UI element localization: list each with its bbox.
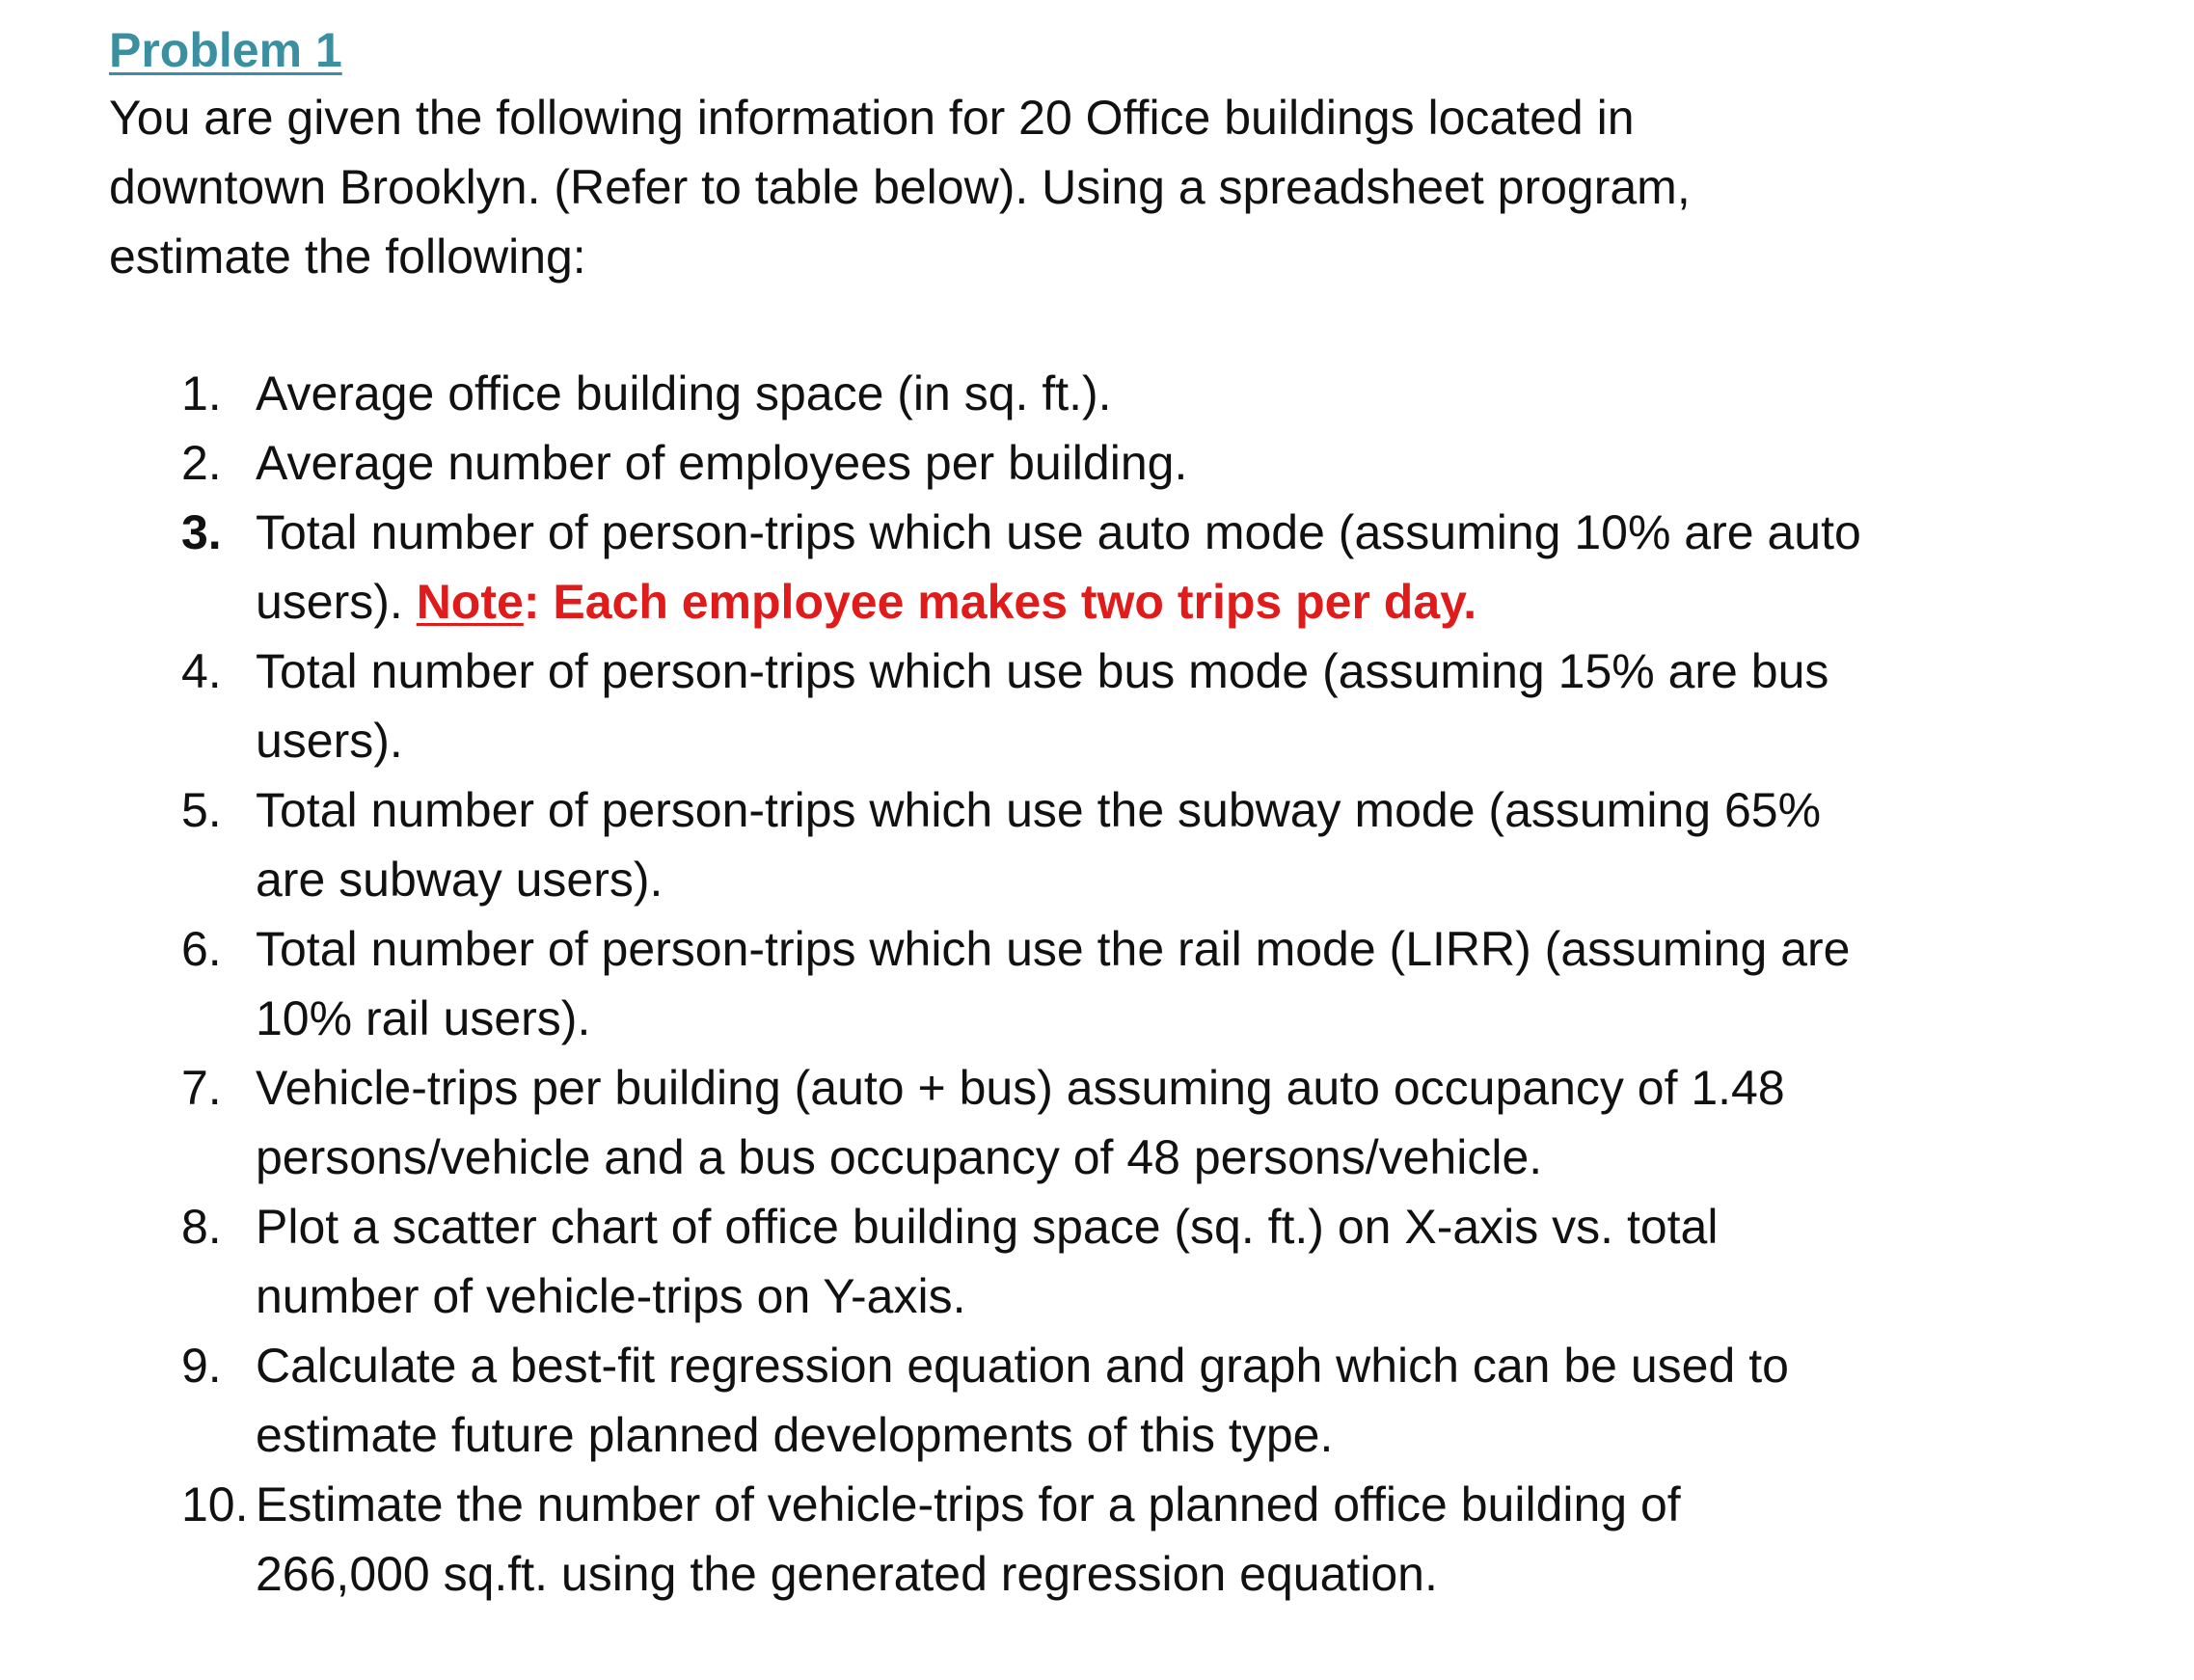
item-line: Total number of person-trips which use the subway mode (assuming 65%	[256, 783, 1822, 837]
item-line: Vehicle-trips per building (auto + bus) assuming auto occupancy of 1.48	[256, 1061, 1785, 1115]
item-line: Estimate the number of vehicle-trips for a planned office building of	[256, 1477, 1681, 1531]
item-text	[256, 637, 2096, 775]
note-label: Note	[416, 575, 524, 629]
problem-heading: Problem 1	[109, 23, 342, 77]
intro-line: downtown Brooklyn. (Refer to table below). Using a spreadsheet program,	[109, 160, 1691, 214]
item-text	[256, 1470, 2096, 1609]
list-item	[109, 359, 2096, 428]
item-text	[256, 498, 2096, 637]
item-text	[256, 1192, 2096, 1331]
item-number: 1.	[181, 366, 222, 420]
intro-line: estimate the following:	[109, 230, 586, 284]
list-item	[109, 775, 2096, 914]
item-line: Plot a scatter chart of office building space (sq. ft.) on X-axis vs. total	[256, 1200, 1719, 1254]
item-line: Calculate a best-fit regression equation and graph which can be used to	[256, 1339, 1789, 1393]
item-number: 8.	[181, 1200, 222, 1254]
item-line: Total number of person-trips which use bus mode (assuming 15% are bus	[256, 644, 1829, 698]
list-item	[109, 428, 2096, 498]
item-line: number of vehicle-trips on Y-axis.	[256, 1269, 966, 1323]
list-item	[109, 914, 2096, 1053]
item-line: Average office building space (in sq. ft.).	[256, 366, 1112, 420]
list-item	[109, 637, 2096, 775]
item-line: 10% rail users).	[256, 991, 591, 1045]
list-item	[109, 498, 2096, 637]
item-number: 5.	[181, 783, 222, 837]
note-text: : Each employee makes two trips per day.	[523, 575, 1477, 629]
item-number: 9.	[181, 1339, 222, 1393]
intro-line: You are given the following information for 20 Office buildings located in	[109, 91, 1635, 145]
item-text	[256, 428, 2096, 498]
list-item	[109, 1331, 2096, 1470]
item-line: Total number of person-trips which use the rail mode (LIRR) (assuming are	[256, 922, 1851, 976]
item-line: Total number of person-trips which use auto mode (assuming 10% are auto	[256, 505, 1861, 559]
item-line-start: users).	[256, 575, 417, 629]
item-text	[256, 1331, 2096, 1470]
item-text	[256, 359, 2096, 428]
item-line: 266,000 sq.ft. using the generated regression equation.	[256, 1547, 1438, 1601]
list-item	[109, 1470, 2096, 1609]
item-line: Average number of employees per building.	[256, 436, 1188, 490]
list-item	[109, 1192, 2096, 1331]
task-list	[109, 359, 2096, 1609]
item-number: 4.	[181, 644, 222, 698]
intro-paragraph	[109, 83, 2038, 291]
item-line: persons/vehicle and a bus occupancy of 48 persons/vehicle.	[256, 1130, 1543, 1184]
item-line: are subway users).	[256, 853, 664, 907]
item-line	[256, 567, 2096, 637]
item-number: 6.	[181, 922, 222, 976]
item-number: 3.	[181, 505, 222, 559]
item-number: 7.	[181, 1061, 222, 1115]
item-line: users).	[256, 714, 403, 768]
item-text	[256, 914, 2096, 1053]
item-number: 10.	[181, 1477, 249, 1531]
item-text	[256, 775, 2096, 914]
list-item	[109, 1053, 2096, 1192]
item-number: 2.	[181, 436, 222, 490]
item-line: estimate future planned developments of this type.	[256, 1408, 1334, 1462]
item-text	[256, 1053, 2096, 1192]
